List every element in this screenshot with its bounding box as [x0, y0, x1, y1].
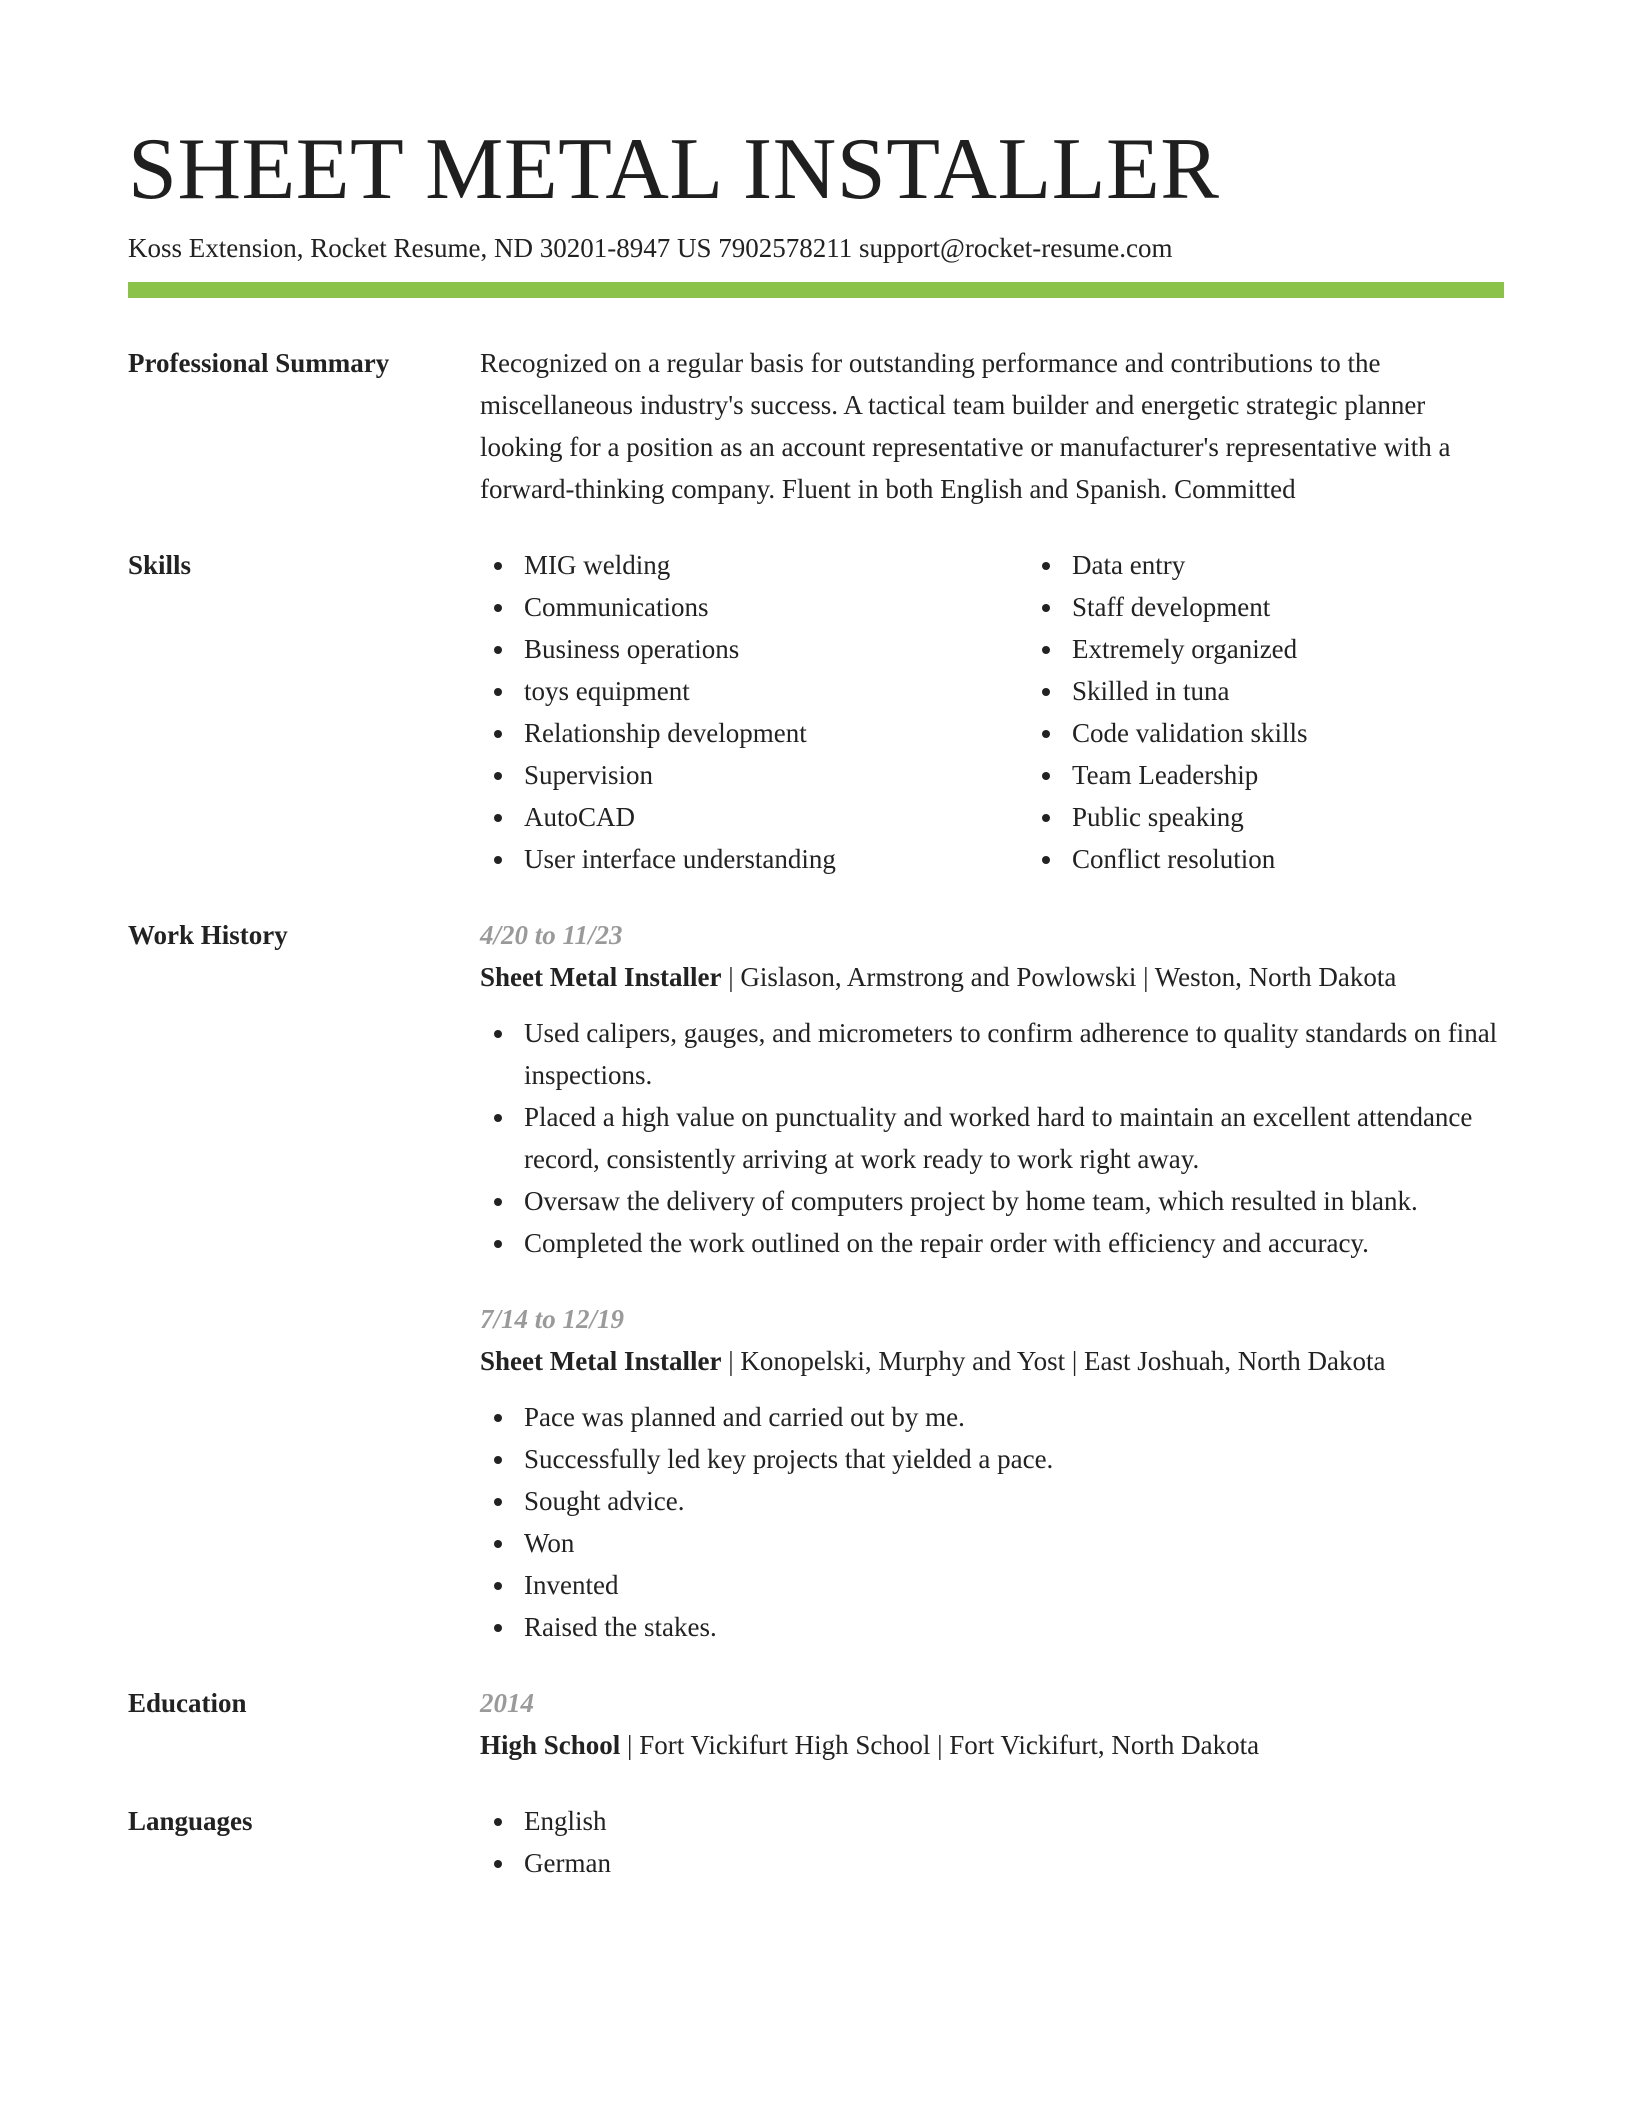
job-bullet: Raised the stakes. — [524, 1606, 1504, 1648]
job-dates: 4/20 to 11/23 — [480, 920, 623, 950]
section-label-work: Work History — [128, 920, 288, 950]
job-bullet: Sought advice. — [524, 1480, 1504, 1522]
section-label-languages: Languages — [128, 1806, 253, 1836]
summary-section — [128, 342, 1504, 510]
skill-item: Code validation skills — [1072, 712, 1576, 754]
contact-email: support@rocket-resume.com — [858, 233, 1173, 263]
education-details: | Fort Vickifurt High School | Fort Vickifurt, North Dakota — [620, 1730, 1260, 1760]
job-bullets — [480, 1012, 1504, 1264]
education-section — [128, 1682, 1504, 1766]
education-degree: High School — [480, 1730, 621, 1760]
job-heading — [480, 1340, 1504, 1382]
job-details: | Gislason, Armstrong and Powlowski | Weston, North Dakota — [721, 962, 1397, 992]
job-entry — [480, 914, 1504, 1264]
skill-item: MIG welding — [524, 544, 1028, 586]
job-bullet: Invented — [524, 1564, 1504, 1606]
skill-item: toys equipment — [524, 670, 1028, 712]
skill-item: Team Leadership — [1072, 754, 1576, 796]
job-bullet: Pace was planned and carried out by me. — [524, 1396, 1504, 1438]
skill-item: Supervision — [524, 754, 1028, 796]
skills-column-1 — [480, 544, 1028, 880]
section-label-skills: Skills — [128, 550, 192, 580]
skill-item: Relationship development — [524, 712, 1028, 754]
education-year: 2014 — [480, 1688, 534, 1718]
job-bullets — [480, 1396, 1504, 1648]
section-label-education: Education — [128, 1688, 247, 1718]
skill-item: Staff development — [1072, 586, 1576, 628]
resume-title: SHEET METAL INSTALLER — [128, 121, 1220, 218]
languages-section — [128, 1800, 1504, 1884]
work-history-section — [128, 914, 1504, 1648]
summary-text: Recognized on a regular basis for outstanding performance and contributions to the miscellaneous industry's success. A tactical team builder and energetic strategic planner looking for a position as an account representative or manufacturer's representative with a forward-thinking company. Fluent in both English and Spanish. Committed — [480, 348, 1451, 504]
skill-item: AutoCAD — [524, 796, 1028, 838]
skill-item: Business operations — [524, 628, 1028, 670]
job-title: Sheet Metal Installer — [480, 1346, 722, 1376]
skills-column-2 — [1028, 544, 1576, 880]
contact-line — [128, 230, 1504, 266]
skill-item: Skilled in tuna — [1072, 670, 1576, 712]
skill-item: Extremely organized — [1072, 628, 1576, 670]
language-item: English — [524, 1800, 1504, 1842]
job-bullet: Placed a high value on punctuality and worked hard to maintain an excellent attendance record, consistently arriving at work ready to work right away. — [524, 1096, 1504, 1180]
section-label-summary: Professional Summary — [128, 348, 390, 378]
education-heading — [480, 1724, 1504, 1766]
job-dates: 7/14 to 12/19 — [480, 1304, 625, 1334]
job-bullet: Successfully led key projects that yielded a pace. — [524, 1438, 1504, 1480]
languages-list — [480, 1800, 1504, 1884]
skill-item: Conflict resolution — [1072, 838, 1576, 880]
job-entry — [480, 1298, 1504, 1648]
header-divider — [128, 282, 1504, 298]
job-details: | Konopelski, Murphy and Yost | East Joshuah, North Dakota — [721, 1346, 1386, 1376]
resume-page — [128, 120, 1504, 1884]
skills-section — [128, 544, 1504, 880]
job-heading — [480, 956, 1504, 998]
skill-item: Communications — [524, 586, 1028, 628]
language-item: German — [524, 1842, 1504, 1884]
skill-item: User interface understanding — [524, 838, 1028, 880]
job-title: Sheet Metal Installer — [480, 962, 722, 992]
job-bullet: Oversaw the delivery of computers project by home team, which resulted in blank. — [524, 1180, 1504, 1222]
contact-address: Koss Extension, Rocket Resume, ND 30201-8947 US — [128, 233, 712, 263]
job-bullet: Won — [524, 1522, 1504, 1564]
job-bullet: Used calipers, gauges, and micrometers to confirm adherence to quality standards on final inspections. — [524, 1012, 1504, 1096]
job-bullet: Completed the work outlined on the repair order with efficiency and accuracy. — [524, 1222, 1504, 1264]
skill-item: Data entry — [1072, 544, 1576, 586]
skill-item: Public speaking — [1072, 796, 1576, 838]
contact-phone: 7902578211 — [718, 233, 853, 263]
